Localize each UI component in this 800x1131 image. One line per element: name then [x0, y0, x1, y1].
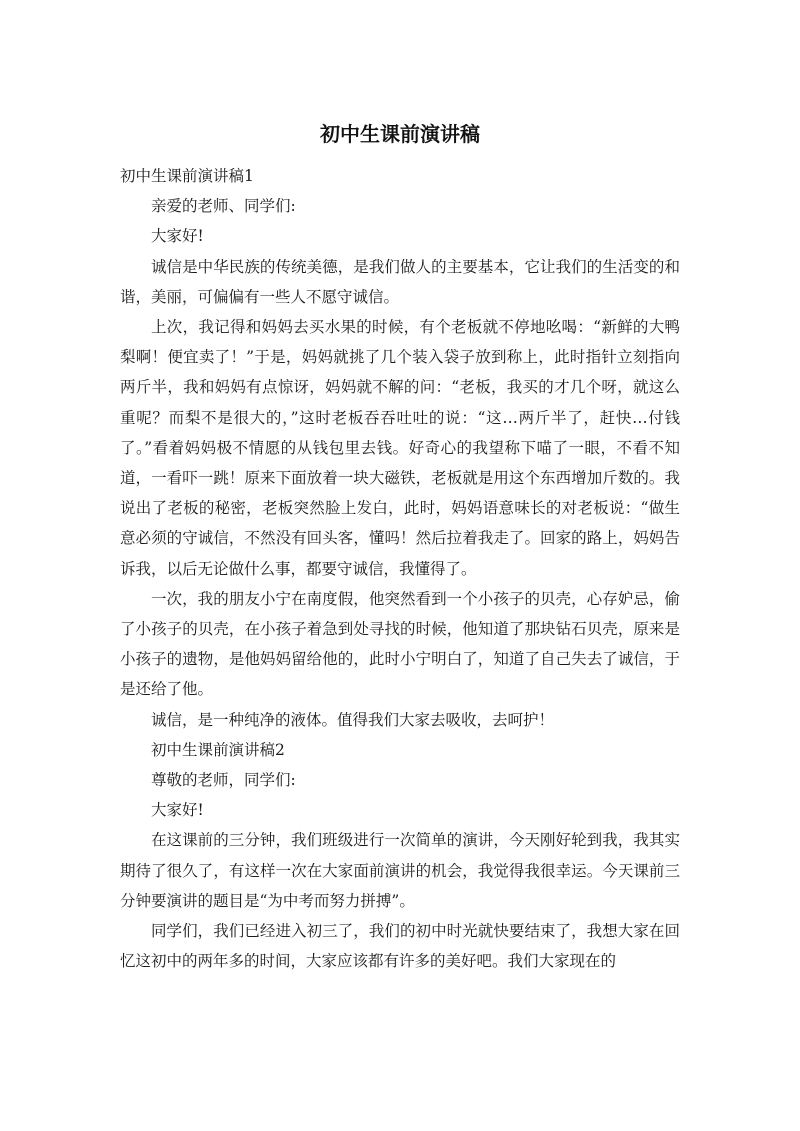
greeting-paragraph: 尊敬的老师，同学们: — [151, 771, 296, 790]
salutation-paragraph: 大家好! — [151, 801, 204, 820]
greeting-paragraph: 亲爱的老师、同学们: — [151, 197, 296, 216]
body-paragraph: 诚信是中华民族的传统美德，是我们做人的主要基本，它让我们的生活变的和谐，美丽，可偏偏有一些人不愿守诚信。 — [120, 257, 680, 306]
salutation-paragraph: 大家好! — [151, 227, 204, 246]
body-paragraph: 上次，我记得和妈妈去买水果的时候，有个老板就不停地吆喝：“新鲜的大鸭梨啊！便宜卖了！”于是，妈妈就挑了几个装入袋子放到称上，此时指针立刻指向两斤半，我和妈妈有点惊讶，妈妈就不解的问：“老板，我买的才几个呀，就这么重呢？而梨不是很大的，”这时老板吞吞吐吐的说：“这…两斤半了，赶快…付钱了。”看着妈妈极不情愿的从钱包里去钱。好奇心的我望称下喵了一眼，不看不知道，一看吓一跳！原来下面放着一块大磁铁，老板就是用这个东西增加斤数的。我说出了老板的秘密，老板突然脸上发白，此时，妈妈语意味长的对老板说：“做生意必须的守诚信，不然没有回头客，懂吗！然后拉着我走了。回家的路上，妈妈告诉我，以后无论做什么事，都要守诚信，我懂得了。 — [120, 318, 680, 578]
body-paragraph: 诚信，是一种纯净的液体。值得我们大家去吸收，去呵护！ — [151, 710, 555, 729]
section-heading-1: 初中生课前演讲稿1 — [120, 167, 254, 185]
body-paragraph: 一次，我的朋友小宁在南度假，他突然看到一个小孩子的贝壳，心存妒忌，偷了小孩子的贝壳，在小孩子着急到处寻找的时候，他知道了那块钻石贝壳，原来是小孩子的遗物，是他妈妈留给他的，此时小宁明白了，知道了自己失去了诚信，于是还给了他。 — [120, 589, 680, 699]
document-title: 初中生课前演讲稿 — [320, 122, 480, 146]
body-paragraph: 同学们，我们已经进入初三了，我们的初中时光就快要结束了，我想大家在回忆这初中的两年多的时间，大家应该都有许多的美好吧。我们大家现在的 — [120, 922, 680, 971]
document-body — [120, 161, 680, 976]
section-heading-2: 初中生课前演讲稿2 — [151, 740, 285, 759]
body-paragraph: 在这课前的三分钟，我们班级进行一次简单的演讲，今天刚好轮到我，我其实期待了很久了，有这样一次在大家面前演讲的机会，我觉得我很幸运。今天课前三分钟要演讲的题目是“为中考而努力拼搏”。 — [120, 831, 680, 910]
